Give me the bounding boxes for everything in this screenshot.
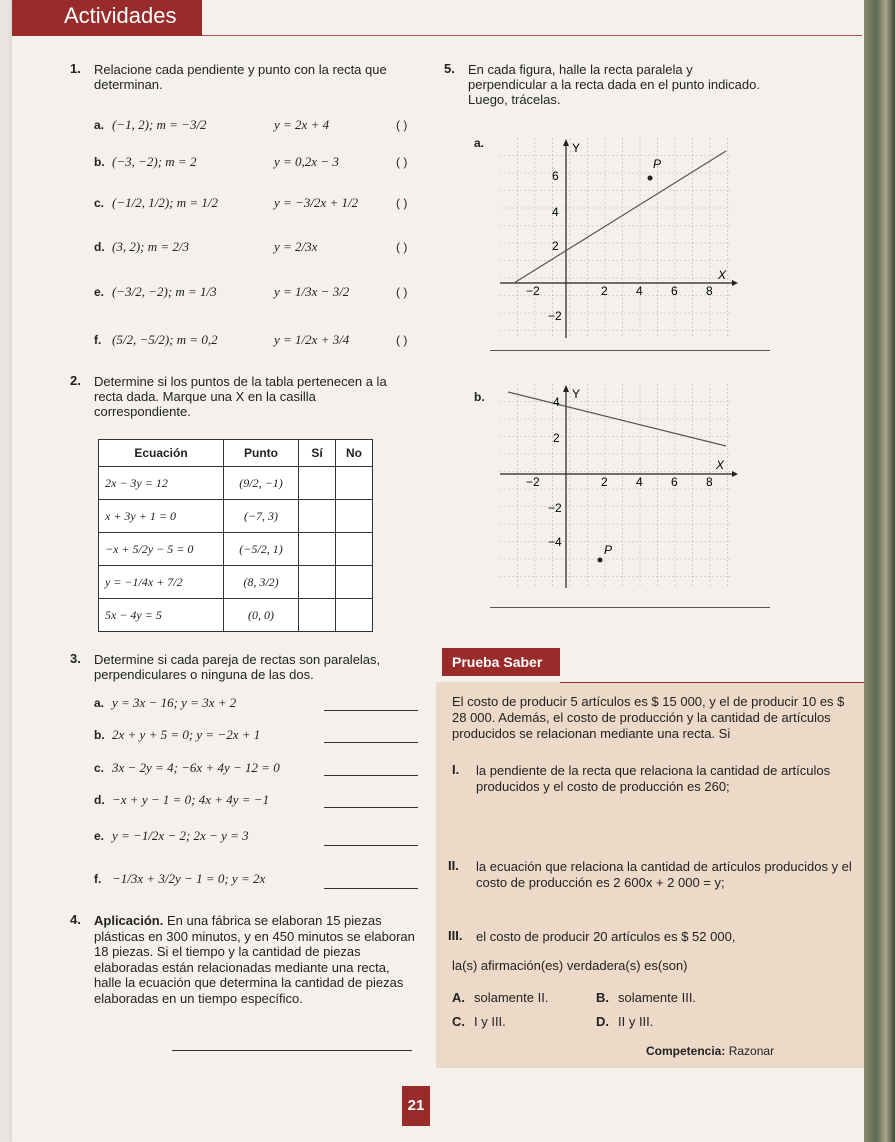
header-no: No	[336, 440, 373, 467]
ex4-text	[94, 913, 416, 1006]
point-cell: (8, 3/2)	[224, 566, 299, 599]
line-equation: y = −3/2x + 1/2	[274, 195, 359, 210]
prueba-saber-title: Prueba Saber	[452, 654, 543, 670]
answer-parentheses[interactable]: ( )	[396, 285, 408, 299]
line-pair: 2x + y + 5 = 0; y = −2x + 1	[112, 727, 261, 742]
point-p-b	[598, 558, 603, 563]
x-tick-label: 8	[706, 475, 713, 489]
option-text: I y III.	[474, 1014, 506, 1029]
point-cell: (−5/2, 1)	[224, 533, 299, 566]
ex3-number: 3.	[70, 651, 81, 666]
y-tick-label: −2	[548, 309, 562, 323]
y-tick-label: 6	[552, 169, 559, 183]
equation-cell: 5x − 4y = 5	[99, 599, 224, 632]
equation-cell: y = −1/4x + 7/2	[99, 566, 224, 599]
table-row	[99, 500, 373, 533]
y-arrow-b	[563, 385, 569, 392]
point-cell: (9/2, −1)	[224, 467, 299, 500]
answer-parentheses[interactable]: ( )	[396, 240, 408, 254]
given-line-a	[514, 151, 726, 283]
x-tick-label: 2	[601, 284, 608, 298]
x-arrow-b	[732, 471, 738, 477]
answer-blank[interactable]	[324, 775, 418, 776]
option-text: solamente II.	[474, 990, 549, 1005]
line-equation: y = 2/3x	[274, 239, 318, 254]
answer-parentheses[interactable]: ( )	[396, 333, 408, 347]
table-row	[99, 599, 373, 632]
header-punto: Punto	[224, 440, 299, 467]
line-equation: y = 0,2x − 3	[274, 154, 339, 169]
x-tick-label: −2	[526, 284, 540, 298]
textbook-page	[12, 0, 864, 1142]
slope-point: (−1/2, 1/2); m = 1/2	[112, 195, 219, 210]
grid-a	[500, 138, 730, 338]
slope-point: (−3/2, −2); m = 1/3	[112, 284, 217, 299]
statement-text: la ecuación que relaciona la cantidad de artículos producidos y el costo de producción es 2 600x + 2 000 = y;	[476, 859, 852, 890]
y-axis-label: Y	[572, 141, 581, 155]
option-text: solamente III.	[618, 990, 697, 1005]
header-si: Sí	[299, 440, 336, 467]
line-pair: −x + y − 1 = 0; 4x + 4y = −1	[112, 792, 270, 807]
item-letter: b.	[94, 728, 105, 742]
section-header	[12, 0, 202, 36]
si-checkbox-cell[interactable]	[299, 533, 336, 566]
y-tick-label: 4	[553, 395, 560, 409]
y-tick-label: −2	[548, 501, 562, 515]
statement-text: la pendiente de la recta que relaciona la cantidad de artículos producidos y el costo de producción es 260;	[476, 763, 831, 794]
ex1-prompt: Relacione cada pendiente y punto con la recta que determinan.	[94, 62, 387, 92]
si-checkbox-cell[interactable]	[299, 599, 336, 632]
x-arrow-a	[732, 280, 738, 286]
option-letter: D.	[596, 1014, 609, 1029]
ex4-number: 4.	[70, 912, 81, 927]
x-tick-label: 4	[636, 475, 643, 489]
y-tick-label: 2	[552, 239, 559, 253]
answer-blank[interactable]	[324, 845, 418, 846]
graph-b	[500, 384, 740, 590]
answer-blank[interactable]	[324, 742, 418, 743]
item-letter: e.	[94, 285, 105, 299]
item-letter: d.	[94, 240, 105, 254]
slope-point: (−3, −2); m = 2	[112, 154, 197, 169]
background-edge	[864, 0, 895, 1142]
item-letter: d.	[94, 793, 105, 807]
x-tick-label: 6	[671, 475, 678, 489]
fig-b-answer-line[interactable]	[490, 607, 770, 608]
prueba-intro: El costo de producir 5 artículos es $ 15 000, y el de producir 10 es $ 28 000. Además, el costo de producción y la cantidad de artículos producidos se relacionan mediante una recta. Si	[452, 694, 845, 741]
statement-number: III.	[448, 928, 463, 943]
line-equation: y = 2x + 4	[274, 117, 330, 132]
line-equation: y = 1/2x + 3/4	[274, 332, 350, 347]
fig-b-label: b.	[474, 390, 485, 404]
option-letter: B.	[596, 990, 609, 1005]
statement-number: II.	[448, 858, 459, 873]
si-checkbox-cell[interactable]	[299, 467, 336, 500]
y-tick-label: −4	[548, 535, 562, 549]
no-checkbox-cell[interactable]	[336, 467, 373, 500]
x-tick-label: 6	[671, 284, 678, 298]
ex4-body: En una fábrica se elaboran 15 piezas plásticas en 300 minutos, y en 450 minutos se elaboran 18 piezas. Si el tiempo y la cantidad de piezas elaboradas están relacionadas mediante una recta, halle la ecuación que determina la cantidad de piezas elaboradas en un tiempo específico.	[94, 913, 415, 1006]
ex2-prompt: Determine si los puntos de la tabla pertenecen a la recta dada. Marque una X en la casilla correspondiente.	[94, 374, 387, 419]
header-rule	[202, 35, 862, 36]
x-tick-label: 8	[706, 284, 713, 298]
line-pair: y = −1/2x − 2; 2x − y = 3	[112, 828, 249, 843]
page-number: 21	[402, 1086, 430, 1126]
slope-point: (3, 2); m = 2/3	[112, 239, 190, 254]
x-tick-label: 2	[601, 475, 608, 489]
ex5-prompt: En cada figura, halle la recta paralela y perpendicular a la recta dada en el punto indicado. Luego, trácelas.	[468, 62, 760, 107]
answer-parentheses[interactable]: ( )	[396, 118, 408, 132]
header-ecuacion: Ecuación	[99, 440, 224, 467]
y-axis-label: Y	[572, 387, 581, 401]
answer-parentheses[interactable]: ( )	[396, 196, 408, 210]
option-text: II y III.	[618, 1014, 654, 1029]
si-checkbox-cell[interactable]	[299, 566, 336, 599]
no-checkbox-cell[interactable]	[336, 500, 373, 533]
ex2-number: 2.	[70, 373, 81, 388]
point-p-label: P	[653, 157, 662, 171]
item-letter: e.	[94, 829, 105, 843]
item-letter: c.	[94, 196, 105, 210]
ex3-prompt: Determine si cada pareja de rectas son paralelas, perpendiculares o ninguna de las dos.	[94, 652, 381, 682]
answer-blank[interactable]	[324, 710, 418, 711]
prueba-question: la(s) afirmación(es) verdadera(s) es(son)	[452, 958, 688, 973]
answer-blank[interactable]	[324, 807, 418, 808]
item-letter: b.	[94, 155, 105, 169]
ex4-answer-blank[interactable]	[172, 1050, 412, 1051]
slope-point: (−1, 2); m = −3/2	[112, 117, 207, 132]
fig-a-answer-line[interactable]	[490, 350, 770, 351]
answer-blank[interactable]	[324, 888, 418, 889]
x-tick-label: 4	[636, 284, 643, 298]
competencia	[646, 1044, 774, 1058]
equation-cell: −x + 5/2y − 5 = 0	[99, 533, 224, 566]
prueba-saber-header	[442, 648, 560, 676]
table-header-row	[99, 440, 373, 467]
item-letter: a.	[94, 118, 105, 132]
point-cell: (−7, 3)	[224, 500, 299, 533]
line-pair: 3x − 2y = 4; −6x + 4y − 12 = 0	[112, 760, 280, 775]
membership-table	[98, 439, 373, 632]
ex1-number: 1.	[70, 61, 81, 76]
point-cell: (0, 0)	[224, 599, 299, 632]
line-equation: y = 1/3x − 3/2	[274, 284, 350, 299]
statement-number: I.	[452, 762, 460, 777]
point-p-label: P	[604, 543, 613, 557]
no-checkbox-cell[interactable]	[336, 599, 373, 632]
y-tick-label: 2	[553, 431, 560, 445]
ex4-label: Aplicación.	[94, 913, 164, 928]
table-row	[99, 566, 373, 599]
table-row	[99, 533, 373, 566]
y-arrow-a	[563, 139, 569, 146]
no-checkbox-cell[interactable]	[336, 566, 373, 599]
item-letter: f.	[94, 872, 102, 886]
table-row	[99, 467, 373, 500]
point-p-a	[648, 176, 653, 181]
statement-text: el costo de producir 20 artículos es $ 52 000,	[476, 929, 736, 944]
answer-parentheses[interactable]: ( )	[396, 155, 408, 169]
item-letter: a.	[94, 696, 105, 710]
y-tick-label: 4	[552, 205, 559, 219]
no-checkbox-cell[interactable]	[336, 533, 373, 566]
option-letter: A.	[452, 990, 465, 1005]
equation-cell: x + 3y + 1 = 0	[99, 500, 224, 533]
competencia-label: Competencia:	[646, 1044, 726, 1058]
fig-a-label: a.	[474, 136, 485, 150]
line-pair: −1/3x + 3/2y − 1 = 0; y = 2x	[112, 871, 266, 886]
prueba-saber-rule	[560, 682, 870, 683]
x-tick-label: −2	[526, 475, 540, 489]
equation-cell: 2x − 3y = 12	[99, 467, 224, 500]
line-pair: y = 3x − 16; y = 3x + 2	[112, 695, 237, 710]
si-checkbox-cell[interactable]	[299, 500, 336, 533]
item-letter: f.	[94, 333, 102, 347]
x-axis-label: X	[718, 268, 727, 282]
slope-point: (5/2, −5/2); m = 0,2	[112, 332, 218, 347]
item-letter: c.	[94, 761, 105, 775]
competencia-value: Razonar	[728, 1044, 775, 1058]
section-title: Actividades	[64, 3, 177, 28]
x-axis-label: X	[716, 458, 725, 472]
ex5-number: 5.	[444, 61, 455, 76]
graph-a	[500, 138, 740, 340]
option-letter: C.	[452, 1014, 465, 1029]
